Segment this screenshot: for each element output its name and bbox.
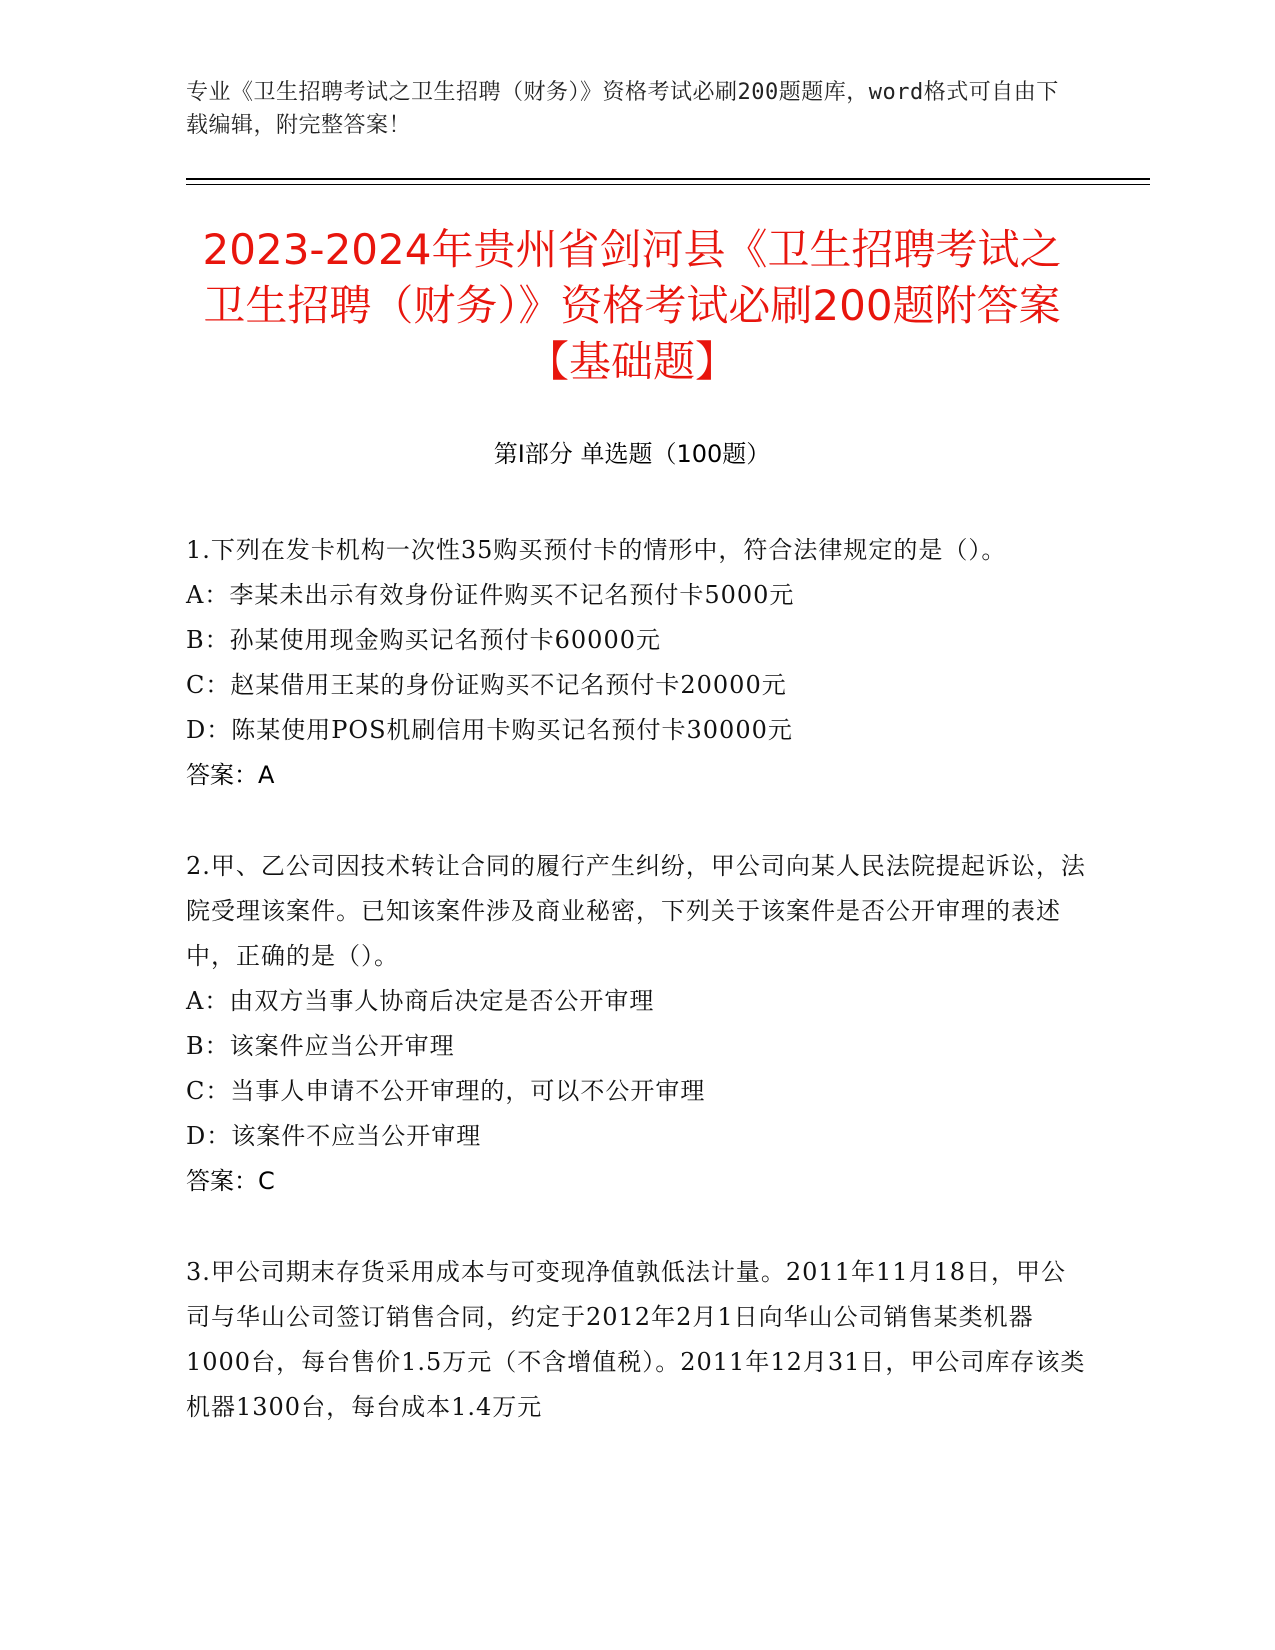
question-stem: 1.下列在发卡机构一次性35购买预付卡的情形中，符合法律规定的是（）。	[186, 536, 1007, 564]
question-2	[186, 844, 1086, 1204]
question-1	[186, 528, 1086, 798]
answer: 答案：C	[186, 1167, 275, 1195]
header-divider-thin	[186, 184, 1150, 185]
option-a: A：李某未出示有效身份证件购买不记名预付卡5000元	[186, 581, 795, 609]
question-stem: 2.甲、乙公司因技术转让合同的履行产生纠纷，甲公司向某人民法院提起诉讼，法院受理该案件。已知该案件涉及商业秘密，下列关于该案件是否公开审理的表述中，正确的是（）。	[186, 852, 1086, 970]
option-b: B：该案件应当公开审理	[186, 1032, 455, 1060]
section-heading: 第I部分 单选题（100题）	[493, 440, 771, 468]
answer: 答案：A	[186, 761, 275, 789]
header-divider-thick	[186, 178, 1150, 180]
header-note: 专业《卫生招聘考试之卫生招聘（财务）》资格考试必刷200题题库，word格式可自由下载编辑，附完整答案！	[186, 80, 1059, 138]
question-3	[186, 1250, 1086, 1430]
option-c: C：赵某借用王某的身份证购买不记名预付卡20000元	[186, 671, 787, 699]
option-a: A：由双方当事人协商后决定是否公开审理	[186, 987, 655, 1015]
document-title: 2023-2024年贵州省剑河县《卫生招聘考试之卫生招聘（财务）》资格考试必刷200题附答案【基础题】	[202, 225, 1062, 386]
option-d: D：陈某使用POS机刷信用卡购买记名预付卡30000元	[186, 716, 793, 744]
option-c: C：当事人申请不公开审理的，可以不公开审理	[186, 1077, 706, 1105]
option-d: D：该案件不应当公开审理	[186, 1122, 482, 1150]
option-b: B：孙某使用现金购买记名预付卡60000元	[186, 626, 661, 654]
question-list	[186, 528, 1086, 1476]
question-stem: 3.甲公司期末存货采用成本与可变现净值孰低法计量。2011年11月18日，甲公司与华山公司签订销售合同，约定于2012年2月1日向华山公司销售某类机器1000台，每台售价1.5万元（不含增值税）。2011年12月31日，甲公司库存该类机器1300台，每台成本1.4万元	[186, 1258, 1086, 1421]
